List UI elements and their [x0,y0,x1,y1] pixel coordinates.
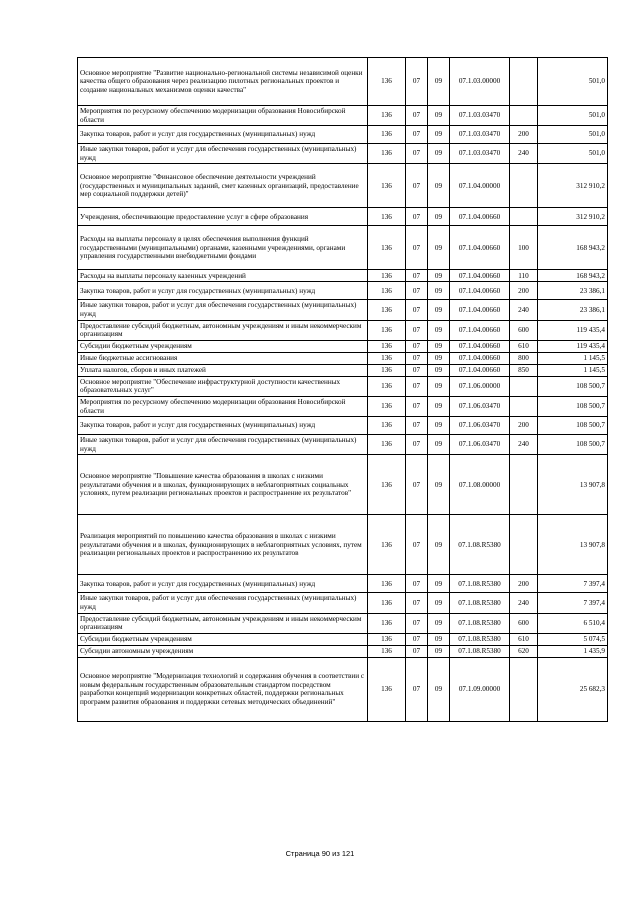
row-rz: 07 [406,613,428,633]
row-name: Иные закупки товаров, работ и услуг для обеспечения государственных (муниципальных) нужд [78,593,368,613]
row-csr: 07.1.08.00000 [450,455,510,515]
table-row [78,515,608,575]
row-ved: 136 [368,593,406,613]
row-sum: 6 510,4 [538,613,608,633]
row-rz: 07 [406,282,428,300]
row-ved: 136 [368,164,406,208]
row-sum: 1 145,5 [538,352,608,364]
row-ved: 136 [368,575,406,593]
row-vr [510,396,538,416]
row-name: Предоставление субсидий бюджетным, автономным учреждениям и иным некоммерческим организациям [78,613,368,633]
row-sum: 108 500,7 [538,396,608,416]
row-name: Иные закупки товаров, работ и услуг для обеспечения государственных (муниципальных) нужд [78,144,368,164]
row-vr: 610 [510,340,538,352]
row-sum: 7 397,4 [538,575,608,593]
row-vr: 240 [510,144,538,164]
row-csr: 07.1.04.00660 [450,226,510,270]
row-ved: 136 [368,455,406,515]
row-pr: 09 [428,208,450,226]
row-pr: 09 [428,164,450,208]
table-row [78,164,608,208]
row-vr [510,58,538,106]
row-pr: 09 [428,364,450,376]
row-name: Мероприятия по ресурсному обеспечению модернизации образования Новосибирской области [78,106,368,126]
table-row [78,613,608,633]
row-name: Реализация мероприятий по повышению качества образования в школах с низкими результатами обучения и в школах, функционирующих в неблагоприятных условиях, путем реализации региональных проектов и распространению их результатов [78,515,368,575]
row-pr: 09 [428,575,450,593]
row-ved: 136 [368,320,406,340]
table-row [78,455,608,515]
row-sum: 312 910,2 [538,208,608,226]
row-pr: 09 [428,613,450,633]
row-pr: 09 [428,340,450,352]
row-rz: 07 [406,270,428,282]
row-csr: 07.1.03.03470 [450,144,510,164]
row-csr: 07.1.03.00000 [450,58,510,106]
row-sum: 7 397,4 [538,593,608,613]
row-rz: 07 [406,144,428,164]
table-row [78,396,608,416]
row-name: Иные бюджетные ассигнования [78,352,368,364]
row-vr: 200 [510,417,538,435]
row-csr: 07.1.06.03470 [450,435,510,455]
row-sum: 108 500,7 [538,435,608,455]
row-ved: 136 [368,435,406,455]
row-vr [510,376,538,396]
row-csr: 07.1.04.00660 [450,300,510,320]
row-sum: 168 943,2 [538,226,608,270]
row-vr [510,208,538,226]
row-pr: 09 [428,435,450,455]
row-rz: 07 [406,320,428,340]
row-name: Уплата налогов, сборов и иных платежей [78,364,368,376]
row-sum: 501,0 [538,58,608,106]
row-sum: 13 907,8 [538,515,608,575]
table-row [78,633,608,645]
table-row [78,657,608,721]
row-name: Субсидии бюджетным учреждениям [78,633,368,645]
row-rz: 07 [406,657,428,721]
row-ved: 136 [368,657,406,721]
row-csr: 07.1.04.00660 [450,364,510,376]
row-ved: 136 [368,613,406,633]
row-sum: 501,0 [538,144,608,164]
row-ved: 136 [368,270,406,282]
row-name: Иные закупки товаров, работ и услуг для обеспечения государственных (муниципальных) нужд [78,435,368,455]
row-rz: 07 [406,208,428,226]
row-vr: 200 [510,126,538,144]
row-pr: 09 [428,126,450,144]
row-ved: 136 [368,396,406,416]
row-name: Иные закупки товаров, работ и услуг для обеспечения государственных (муниципальных) нужд [78,300,368,320]
table-row [78,575,608,593]
table-row [78,320,608,340]
row-pr: 09 [428,515,450,575]
row-sum: 1 435,9 [538,645,608,657]
table-row [78,58,608,106]
row-sum: 312 910,2 [538,164,608,208]
row-pr: 09 [428,282,450,300]
row-name: Предоставление субсидий бюджетным, автономным учреждениям и иным некоммерческим организациям [78,320,368,340]
row-sum: 23 386,1 [538,300,608,320]
row-pr: 09 [428,633,450,645]
table-row [78,364,608,376]
row-pr: 09 [428,58,450,106]
table-row [78,226,608,270]
row-rz: 07 [406,58,428,106]
row-name: Закупка товаров, работ и услуг для государственных (муниципальных) нужд [78,282,368,300]
row-vr: 610 [510,633,538,645]
row-sum: 23 386,1 [538,282,608,300]
row-ved: 136 [368,645,406,657]
row-pr: 09 [428,376,450,396]
row-vr: 100 [510,226,538,270]
row-rz: 07 [406,396,428,416]
row-sum: 5 074,5 [538,633,608,645]
row-pr: 09 [428,320,450,340]
table-row [78,144,608,164]
row-csr: 07.1.06.03470 [450,417,510,435]
row-name: Закупка товаров, работ и услуг для государственных (муниципальных) нужд [78,126,368,144]
row-rz: 07 [406,126,428,144]
row-rz: 07 [406,364,428,376]
table-row [78,300,608,320]
row-name: Основное мероприятие "Повышение качества образования в школах с низкими результатами обучения и в школах, функционирующих в неблагоприятных социальных условиях, путем реализации региональных проектов и распространение их результатов" [78,455,368,515]
row-ved: 136 [368,364,406,376]
row-name: Субсидии бюджетным учреждениям [78,340,368,352]
table-row [78,376,608,396]
row-ved: 136 [368,226,406,270]
row-sum: 168 943,2 [538,270,608,282]
row-name: Закупка товаров, работ и услуг для государственных (муниципальных) нужд [78,575,368,593]
row-pr: 09 [428,106,450,126]
row-pr: 09 [428,417,450,435]
row-ved: 136 [368,417,406,435]
row-rz: 07 [406,515,428,575]
row-sum: 119 435,4 [538,340,608,352]
row-vr: 240 [510,300,538,320]
row-ved: 136 [368,352,406,364]
table-row [78,270,608,282]
row-csr: 07.1.06.00000 [450,376,510,396]
row-csr: 07.1.03.03470 [450,126,510,144]
row-ved: 136 [368,106,406,126]
table-row [78,593,608,613]
row-name: Основное мероприятие "Обеспечение инфраструктурной доступности качественных образовательных услуг" [78,376,368,396]
row-csr: 07.1.04.00660 [450,270,510,282]
row-rz: 07 [406,575,428,593]
row-pr: 09 [428,455,450,515]
table-row [78,417,608,435]
row-vr: 200 [510,575,538,593]
row-rz: 07 [406,455,428,515]
row-ved: 136 [368,376,406,396]
row-csr: 07.1.04.00660 [450,352,510,364]
table-row [78,435,608,455]
row-pr: 09 [428,593,450,613]
row-name: Расходы на выплаты персоналу в целях обеспечения выполнения функций государственными (муниципальными) органами, казенными учреждениями, органами управления государственными внебюджетными фондами [78,226,368,270]
row-pr: 09 [428,396,450,416]
row-ved: 136 [368,300,406,320]
row-ved: 136 [368,515,406,575]
row-name: Закупка товаров, работ и услуг для государственных (муниципальных) нужд [78,417,368,435]
row-vr [510,657,538,721]
row-csr: 07.1.04.00660 [450,208,510,226]
row-sum: 1 145,5 [538,364,608,376]
table-row [78,645,608,657]
row-ved: 136 [368,340,406,352]
budget-table [77,57,608,722]
row-ved: 136 [368,58,406,106]
table-row [78,352,608,364]
row-csr: 07.1.08.R5380 [450,515,510,575]
row-rz: 07 [406,645,428,657]
row-vr: 600 [510,320,538,340]
row-sum: 108 500,7 [538,417,608,435]
row-ved: 136 [368,208,406,226]
row-rz: 07 [406,593,428,613]
row-pr: 09 [428,352,450,364]
row-rz: 07 [406,633,428,645]
row-vr [510,455,538,515]
row-vr: 800 [510,352,538,364]
row-csr: 07.1.04.00660 [450,320,510,340]
row-vr: 240 [510,435,538,455]
row-pr: 09 [428,270,450,282]
row-sum: 108 500,7 [538,376,608,396]
row-pr: 09 [428,645,450,657]
row-vr: 850 [510,364,538,376]
row-csr: 07.1.08.R5380 [450,613,510,633]
table-row [78,106,608,126]
row-rz: 07 [406,106,428,126]
row-pr: 09 [428,226,450,270]
row-ved: 136 [368,144,406,164]
row-ved: 136 [368,282,406,300]
row-rz: 07 [406,417,428,435]
row-pr: 09 [428,657,450,721]
row-rz: 07 [406,352,428,364]
row-csr: 07.1.04.00660 [450,282,510,300]
row-vr: 240 [510,593,538,613]
row-rz: 07 [406,435,428,455]
row-csr: 07.1.04.00660 [450,340,510,352]
row-name: Основное мероприятие "Финансовое обеспечение деятельности учреждений (государственных и муниципальных заданий, смет казенных организаций, предоставление мер социальной поддержки детей)" [78,164,368,208]
row-vr [510,515,538,575]
row-sum: 119 435,4 [538,320,608,340]
row-name: Учреждения, обеспечивающие предоставление услуг в сфере образования [78,208,368,226]
row-vr: 110 [510,270,538,282]
row-csr: 07.1.08.R5380 [450,633,510,645]
row-vr [510,164,538,208]
row-rz: 07 [406,164,428,208]
row-sum: 25 682,3 [538,657,608,721]
row-csr: 07.1.06.03470 [450,396,510,416]
row-vr: 600 [510,613,538,633]
row-csr: 07.1.08.R5380 [450,593,510,613]
row-rz: 07 [406,226,428,270]
row-csr: 07.1.04.00000 [450,164,510,208]
row-name: Основное мероприятие "Модернизация технологий и содержания обучения в соответствии с новым федеральным государственным образовательным стандартом посредством разработки концепций модернизации конкретных областей, поддержки региональных программ развития образования и поддержки сетевых методических объединений" [78,657,368,721]
row-vr [510,106,538,126]
row-sum: 13 907,8 [538,455,608,515]
page-number: Страница 90 из 121 [285,849,355,858]
row-csr: 07.1.09.00000 [450,657,510,721]
row-sum: 501,0 [538,126,608,144]
table-row [78,208,608,226]
row-csr: 07.1.08.R5380 [450,645,510,657]
table-row [78,340,608,352]
row-name: Основное мероприятие "Развитие национально-региональной системы независимой оценки качества общего образования через реализацию пилотных региональных проектов и создание национальных механизмов оценки качества" [78,58,368,106]
row-ved: 136 [368,633,406,645]
row-name: Расходы на выплаты персоналу казенных учреждений [78,270,368,282]
row-pr: 09 [428,300,450,320]
row-pr: 09 [428,144,450,164]
row-name: Мероприятия по ресурсному обеспечению модернизации образования Новосибирской области [78,396,368,416]
row-vr: 620 [510,645,538,657]
row-csr: 07.1.03.03470 [450,106,510,126]
table-row [78,282,608,300]
row-rz: 07 [406,376,428,396]
row-sum: 501,0 [538,106,608,126]
row-ved: 136 [368,126,406,144]
row-csr: 07.1.08.R5380 [450,575,510,593]
row-vr: 200 [510,282,538,300]
table-row [78,126,608,144]
row-name: Субсидии автономным учреждениям [78,645,368,657]
row-rz: 07 [406,300,428,320]
row-rz: 07 [406,340,428,352]
